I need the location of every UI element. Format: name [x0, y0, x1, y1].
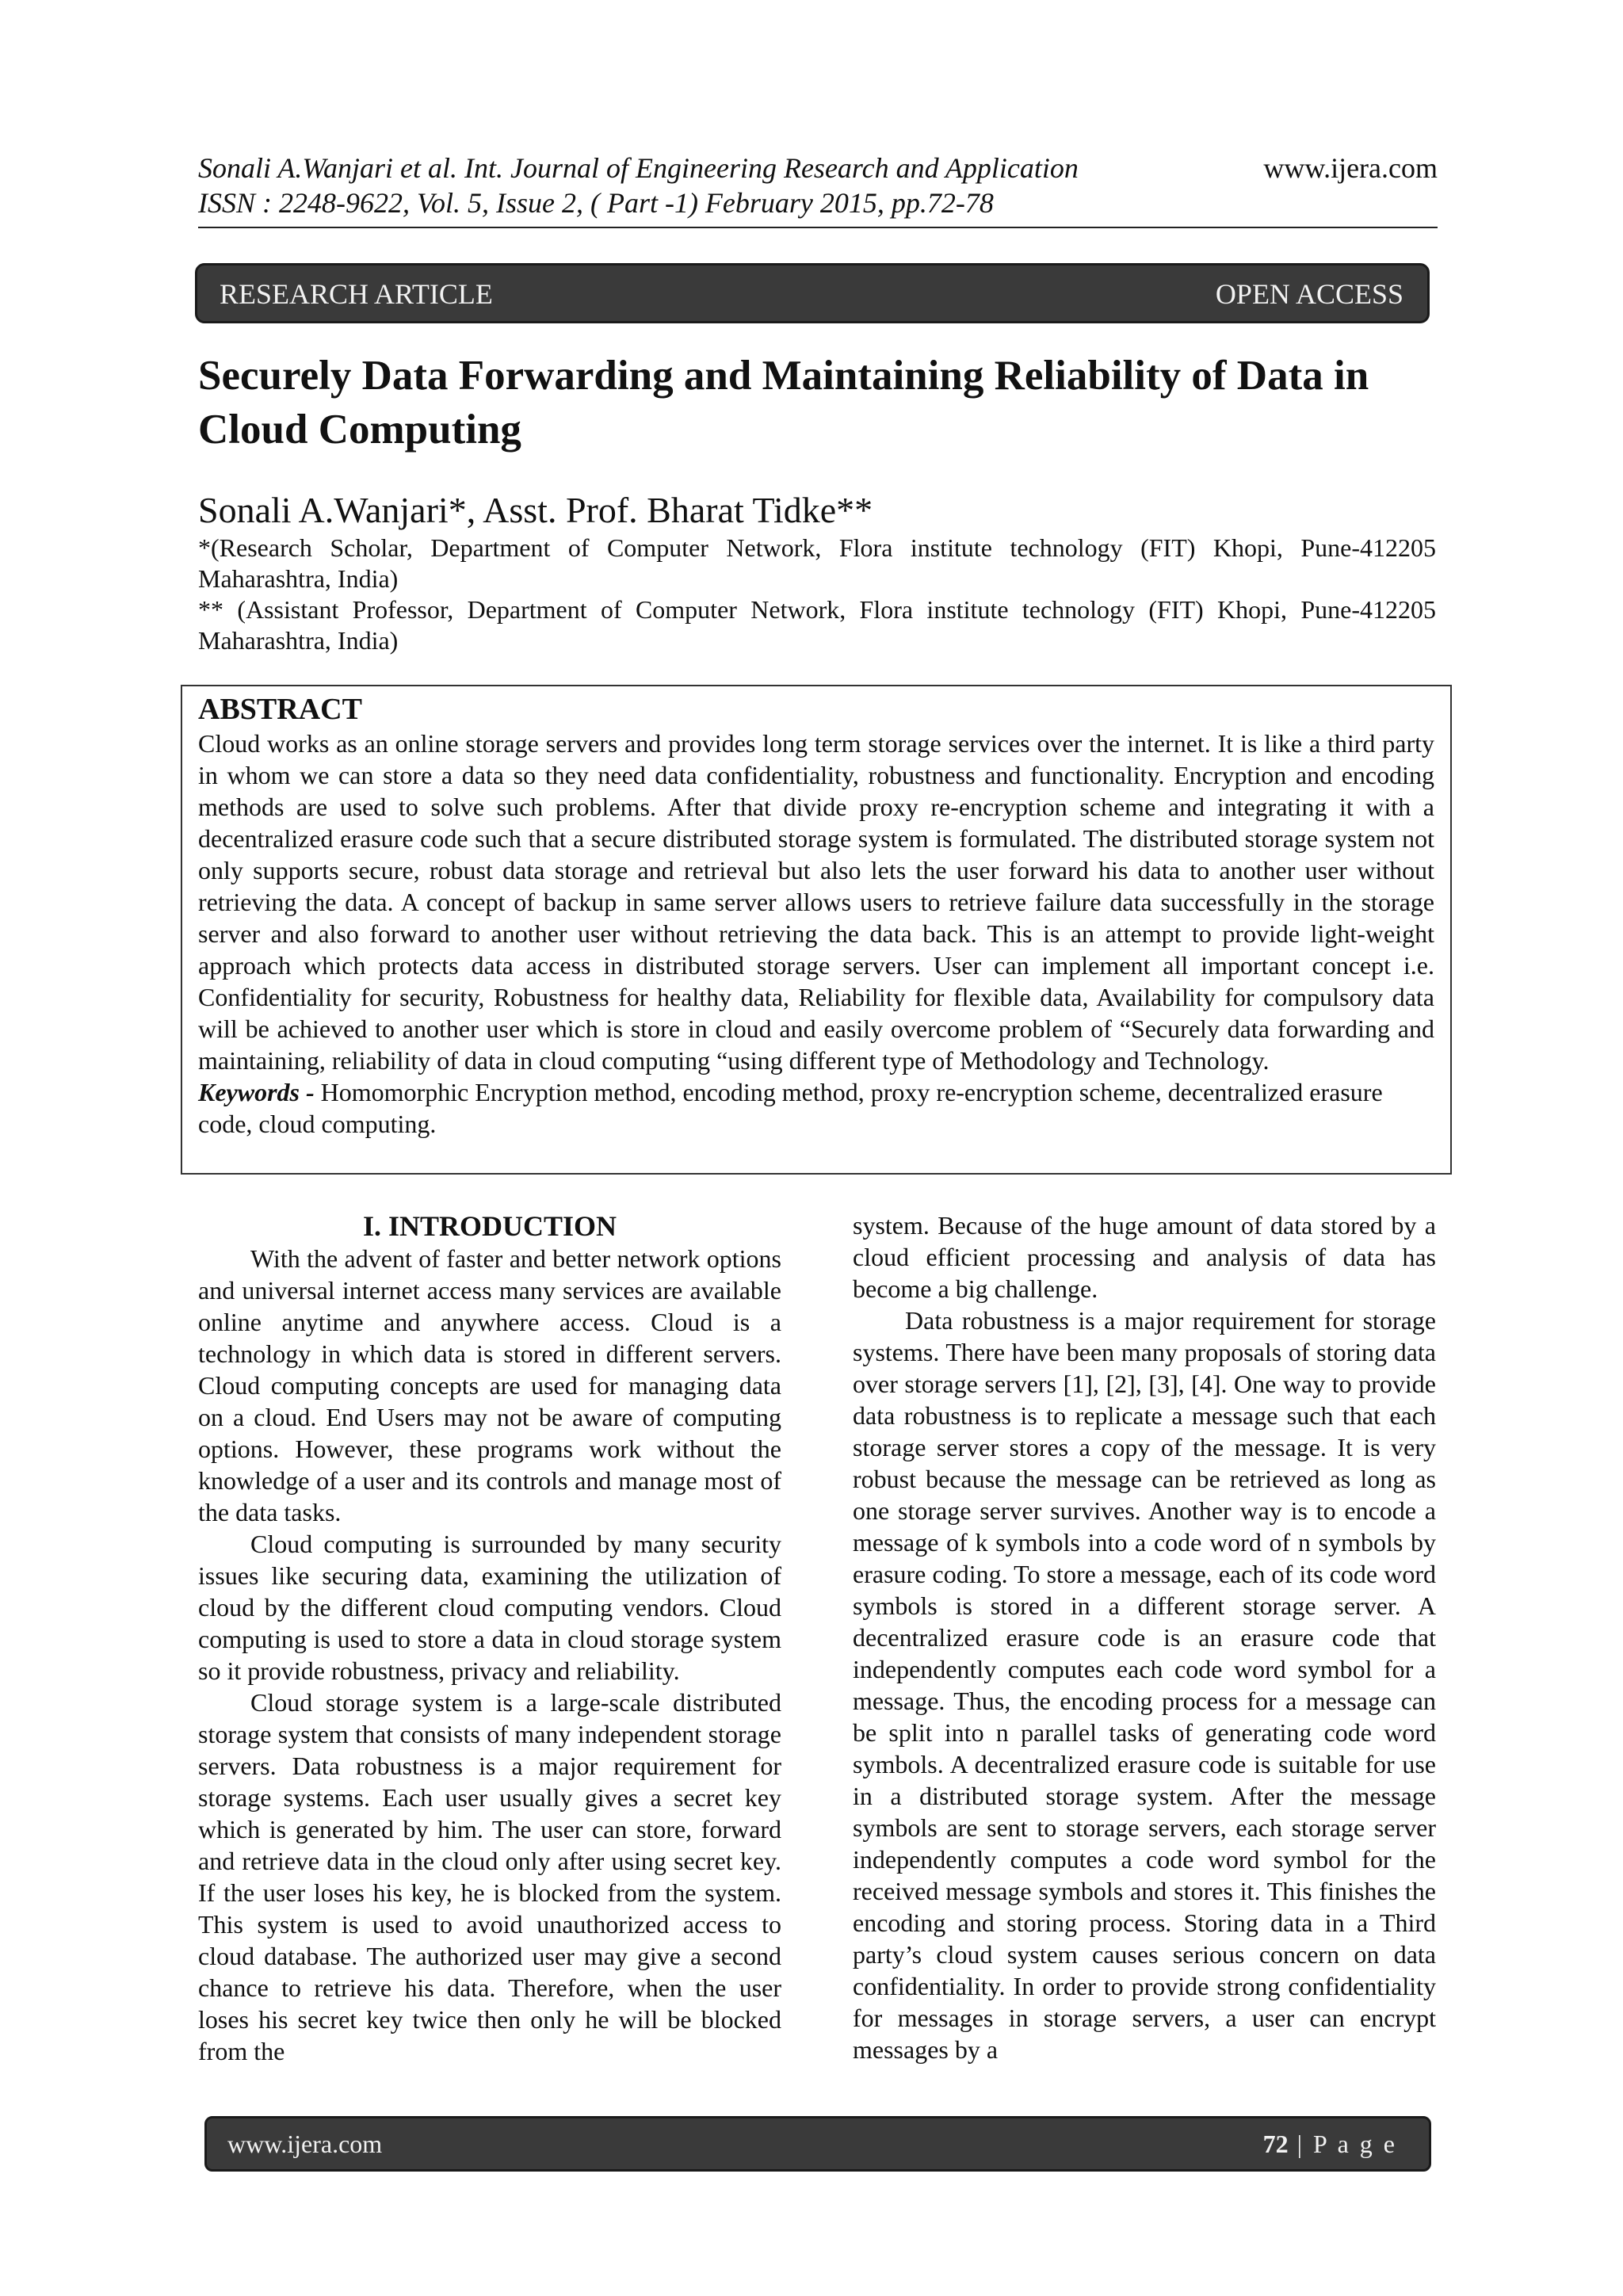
journal-citation-line1: Sonali A.Wanjari et al. Int. Journal of Engineering Research and Application: [198, 152, 1079, 184]
affiliation-1: *(Research Scholar, Department of Computer Network, Flora institute technology (FIT) Khopi, Pune-412205 Maharashtra, India): [198, 533, 1436, 593]
header-website-link[interactable]: www.ijera.com: [1263, 152, 1438, 184]
intro-paragraph-3: Cloud storage system is a large-scale distributed storage system that consists of many independent storage servers. Data robustness is a major requirement for storage systems. Each user usually gives a secret key which is generated by him. The user can store, forward and retrieve data in the cloud only after using secret key. If the user loses his key, he is blocked from the system. This system is used to avoid unauthorized access to cloud database. The authorized user may give a second chance to retrieve his data. Therefore, when the user loses his secret key twice then only he will be blocked from the: [198, 1688, 781, 2065]
intro-continuation: system. Because of the huge amount of data stored by a cloud efficient processing and analysis of data has become a big challenge.: [853, 1211, 1436, 1303]
intro-paragraph-4: Data robustness is a major requirement for storage systems. There have been many proposals of storing data over storage servers [1], [2], [3], [4]. One way to provide data robustness is to replicate a message such that each storage server stores a copy of the message. It is very robust because the message can be retrieved as long as one storage server survives. Another way is to encode a message of k symbols into a code word of n symbols by erasure coding. To store a message, each of its code word symbols is stored in a different storage server. A decentralized erasure code is an erasure code that independently computes each code word symbol for a message. Thus, the encoding process for a message can be split into n parallel tasks of generating code word symbols. A decentralized erasure code is suitable for use in a distributed storage system. After the message symbols are sent to storage servers, each storage server independently computes a code word symbol for the received message symbols and stores it. This finishes the encoding and storing process. Storing data in a Third party’s cloud system causes serious concern on data confidentiality. In order to provide strong confidentiality for messages in storage servers, a user can encrypt messages by a: [853, 1306, 1436, 2064]
right-column: [853, 1209, 1436, 2065]
journal-citation: [198, 151, 1347, 220]
left-column: [198, 1209, 781, 2067]
intro-paragraph-1: With the advent of faster and better network options and universal internet access many services are available online anytime and anywhere access. Cloud is a technology in which data is stored in different servers. Cloud computing concepts are used for managing data on a cloud. End Users may not be aware of computing options. However, these programs work without the knowledge of a user and its controls and manage most of the data tasks.: [198, 1244, 781, 1526]
footer-website-link[interactable]: www.ijera.com: [227, 2130, 383, 2158]
page-suffix: | P a g e: [1288, 2130, 1397, 2158]
paper-authors: Sonali A.Wanjari*, Asst. Prof. Bharat Tidke**: [198, 490, 873, 530]
article-type-label: RESEARCH ARTICLE: [220, 278, 493, 310]
header-divider: [198, 227, 1438, 228]
keywords-line: [198, 1076, 1434, 1140]
introduction-heading: I. INTRODUCTION: [362, 1210, 617, 1242]
intro-paragraph-2: Cloud computing is surrounded by many security issues like securing data, examining the utilization of cloud by the different cloud computing vendors. Cloud computing is used to store a data in cloud storage system so it provide robustness, privacy and reliability.: [198, 1530, 781, 1685]
abstract-body: Cloud works as an online storage servers and provides long term storage services over the internet. It is like a third party in whom we can store a data so they need data confidentiality, robustness and functionality. Encryption and encoding methods are used to solve such problems. After that divide proxy re-encryption scheme and integrating it with a decentralized erasure code such that a secure distributed storage system is formulated. The distributed storage system not only supports secure, robust data storage and retrieval but also lets the user forward his data to another user without retrieving the data. A concept of backup in same server allows users to retrieve failure data successfully in the storage server and also forward to another user without retrieving the data back. This is an attempt to provide light-weight approach which protects data access in distributed storage servers. User can implement all important concept i.e. Confidentiality for security, Robustness for healthy data, Reliability for flexible data, Availability for compulsory data will be achieved to another user which is store in cloud and easily overcome problem of “Securely data forwarding and maintaining, reliability of data in cloud computing “using different type of Methodology and Technology.: [198, 729, 1434, 1075]
keywords-label: Keywords -: [198, 1078, 315, 1106]
keywords-text: Homomorphic Encryption method, encoding method, proxy re-encryption scheme, decentralized erasure code, cloud computing.: [198, 1078, 1383, 1138]
journal-citation-line2: ISSN : 2248-9622, Vol. 5, Issue 2, ( Part -1) February 2015, pp.72-78: [198, 187, 994, 219]
article-type-banner: [195, 263, 1430, 323]
abstract-box: [181, 685, 1452, 1175]
page-number: 72: [1262, 2130, 1289, 2158]
page-number-label: [1263, 2130, 1397, 2159]
affiliation-2: ** (Assistant Professor, Department of Computer Network, Flora institute technology (FIT) Khopi, Pune-412205 Maharashtra, India): [198, 595, 1436, 655]
abstract-heading: ABSTRACT: [198, 693, 362, 726]
paper-title: Securely Data Forwarding and Maintaining Reliability of Data in Cloud Computing: [198, 353, 1369, 453]
page-footer: [204, 2116, 1431, 2172]
open-access-label: OPEN ACCESS: [1215, 278, 1403, 310]
